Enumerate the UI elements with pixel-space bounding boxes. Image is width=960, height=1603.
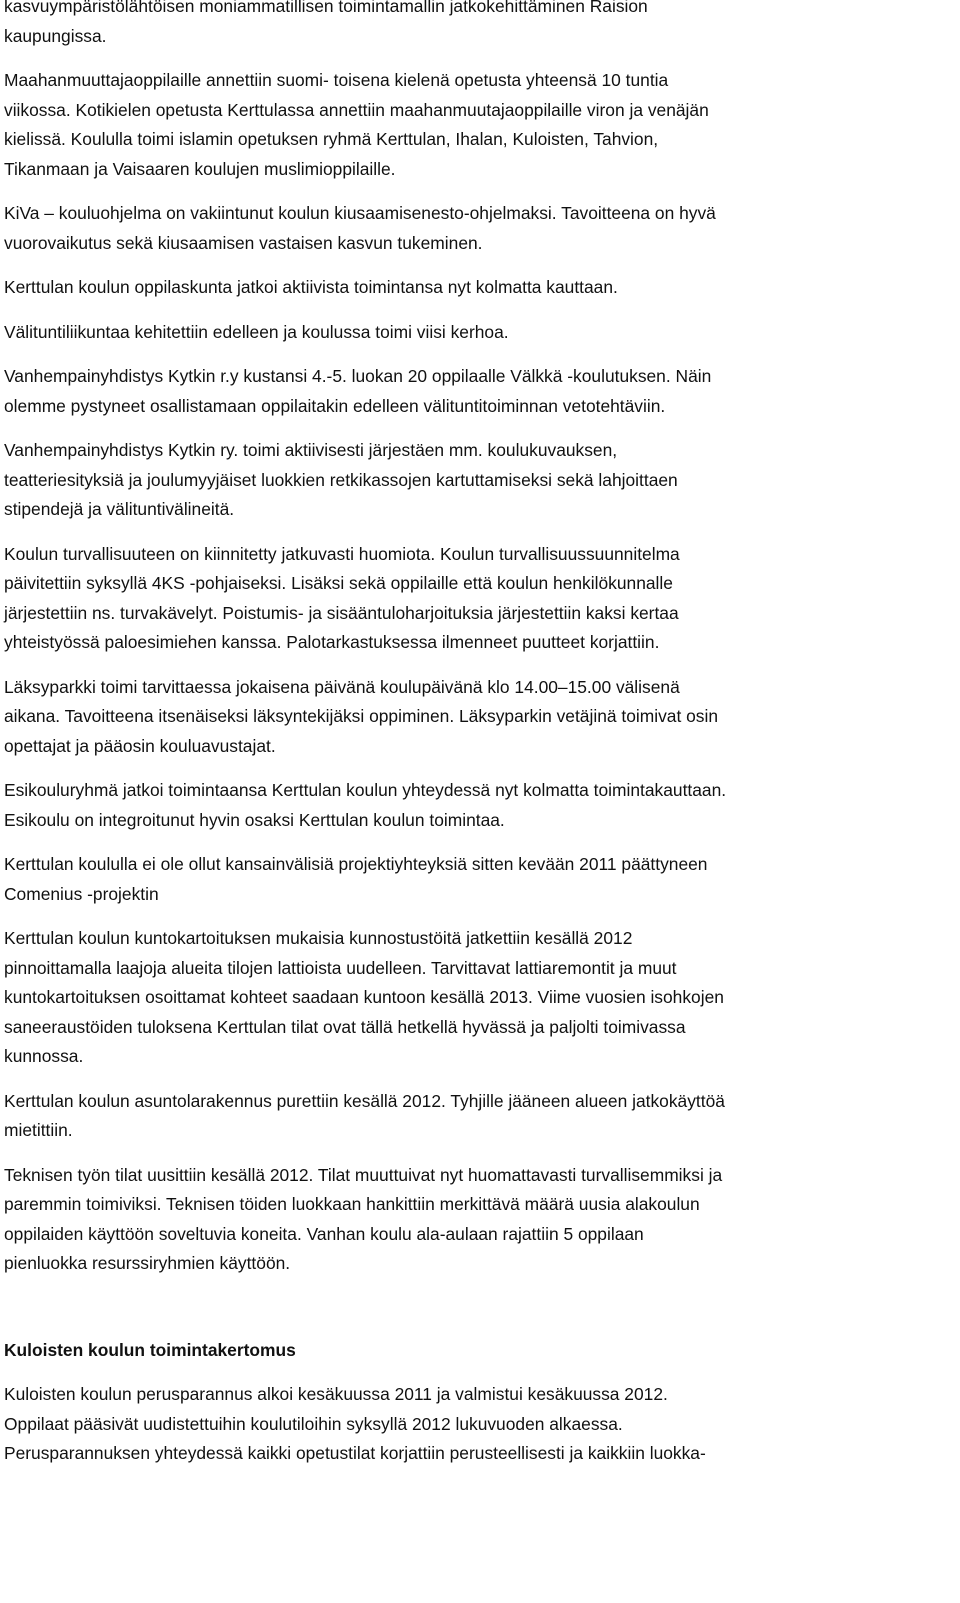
paragraph-parents-association-training: Vanhempainyhdistys Kytkin r.y kustansi 4.-5. luokan 20 oppilaalle Välkkä -koulutuksen. Näin olemme pystyneet osallistamaan oppilaitakin edelleen välituntitoiminnan vetotehtäviin. xyxy=(4,366,712,416)
paragraph-immigrant-teaching: Maahanmuuttajaoppilaille annettiin suomi- toisena kielenä opetusta yhteensä 10 tuntia viikossa. Kotikielen opetusta Kerttulassa annettiin maahanmuutajaoppilaille viron ja venäjän kielissä. Koululla toimi islamin opetuksen ryhmä Kerttulan, Ihalan, Kuloisten, Tahvion, Tikanmaan ja Vaisaaren koulujen muslimioppilaille. xyxy=(4,70,709,179)
paragraph-school-safety: Koulun turvallisuuteen on kiinnitetty jatkuvasti huomiota. Koulun turvallisuussuunnitelma päivitettiin syksyllä 4KS -pohjaiseksi. Lisäksi sekä oppilaille että koulun henkilökunnalle järjestettiin ns. turvakävelyt. Poistumis- ja sisääntuloharjoituksia järjestettiin kaksi kertaa yhteistyössä paloesimiehen kanssa. Palotarkastuksessa ilmenneet puutteet korjattiin. xyxy=(4,543,680,652)
paragraph-homework-club: Läksyparkki toimi tarvittaessa jokaisena päivänä koulupäivänä klo 14.00–15.00 välisenä aikana. Tavoitteena itsenäiseksi läksyntekijäksi oppiminen. Läksyparkin vetäjinä toimivat osin opettajat ja pääosin kouluavustajat. xyxy=(4,676,719,756)
paragraph-dormitory: Kerttulan koulun asuntolarakennus purettiin kesällä 2012. Tyhjille jääneen alueen jatkokäyttöä mietittiin. xyxy=(4,1090,725,1140)
paragraph-recess-activities: Välituntiliikuntaa kehitettiin edelleen ja koulussa toimi viisi kerhoa. xyxy=(4,321,509,342)
paragraph-international-projects: Kerttulan koululla ei ole ollut kansainvälisiä projektiyhteyksiä sitten kevään 2011 päättyneen Comenius -projektin xyxy=(4,854,708,904)
paragraph-student-council: Kerttulan koulun oppilaskunta jatkoi aktiivista toimintansa nyt kolmatta kauttaan. xyxy=(4,277,618,297)
document-page xyxy=(4,0,952,1484)
paragraph-kiva-program: KiVa – kouluohjelma on vakiintunut koulun kiusaamisenesto-ohjelmaksi. Tavoitteena on hyvä vuorovaikutus sekä kiusaamisen vastaisen kasvun tukeminen. xyxy=(4,203,716,253)
paragraph-preschool: Esikouluryhmä jatkoi toimintaansa Kerttulan koulun yhteydessä nyt kolmatta toimintakauttaan. Esikoulu on integroitunut hyvin osaksi Kerttulan koulun toimintaa. xyxy=(4,780,727,830)
section-heading: Kuloisten koulun toimintakertomus xyxy=(4,1339,296,1360)
paragraph-school-development: kasvuympäristölähtöisen moniammatillisen toimintamallin jatkokehittäminen Raision kaupungissa. xyxy=(4,0,648,46)
paragraph-renovation: Kerttulan koulun kuntokartoituksen mukaisia kunnostustöitä jatkettiin kesällä 2012 pinnoittamalla laajoja alueita tilojen lattioista uudelleen. Tarvittavat lattiaremontit ja muut kuntokartoituksen osoittamat kohteet saadaan kuntoon kesällä 2013. Viime vuosien isohkojen saneeraustöiden tuloksena Kerttulan tilat ovat tällä hetkellä hyvässä ja paljolti toimivassa kunnossa. xyxy=(4,928,724,1066)
paragraph-kuloinen-renovation: Kuloisten koulun perusparannus alkoi kesäkuussa 2011 ja valmistui kesäkuussa 2012. Oppilaat pääsivät uudistettuihin koulutiloihin syksyllä 2012 lukuvuoden alkaessa. Perusparannuksen yhteydessä kaikki opetustilat korjattiin perusteellisesti ja kaikkiin luokka- xyxy=(4,1384,706,1463)
paragraph-technical-work: Teknisen työn tilat uusittiin kesällä 2012. Tilat muuttuivat nyt huomattavasti turvallisemmiksi ja paremmin toimiviksi. Teknisen töiden luokkaan hankittiin merkittävä määrä uusia alakoulun oppilaiden käyttöön soveltuvia koneita. Vanhan koulu ala-aulaan rajattiin 5 oppilaan pienluokka resurssiryhmien käyttöön. xyxy=(4,1164,723,1273)
paragraph-parents-association-activities: Vanhempainyhdistys Kytkin ry. toimi aktiivisesti järjestäen mm. koulukuvauksen, teatteriesityksiä ja joulumyyjäiset luokkien retkikassojen kartuttamiseksi sekä lahjoittaen stipendejä ja välituntivälineitä. xyxy=(4,440,678,519)
